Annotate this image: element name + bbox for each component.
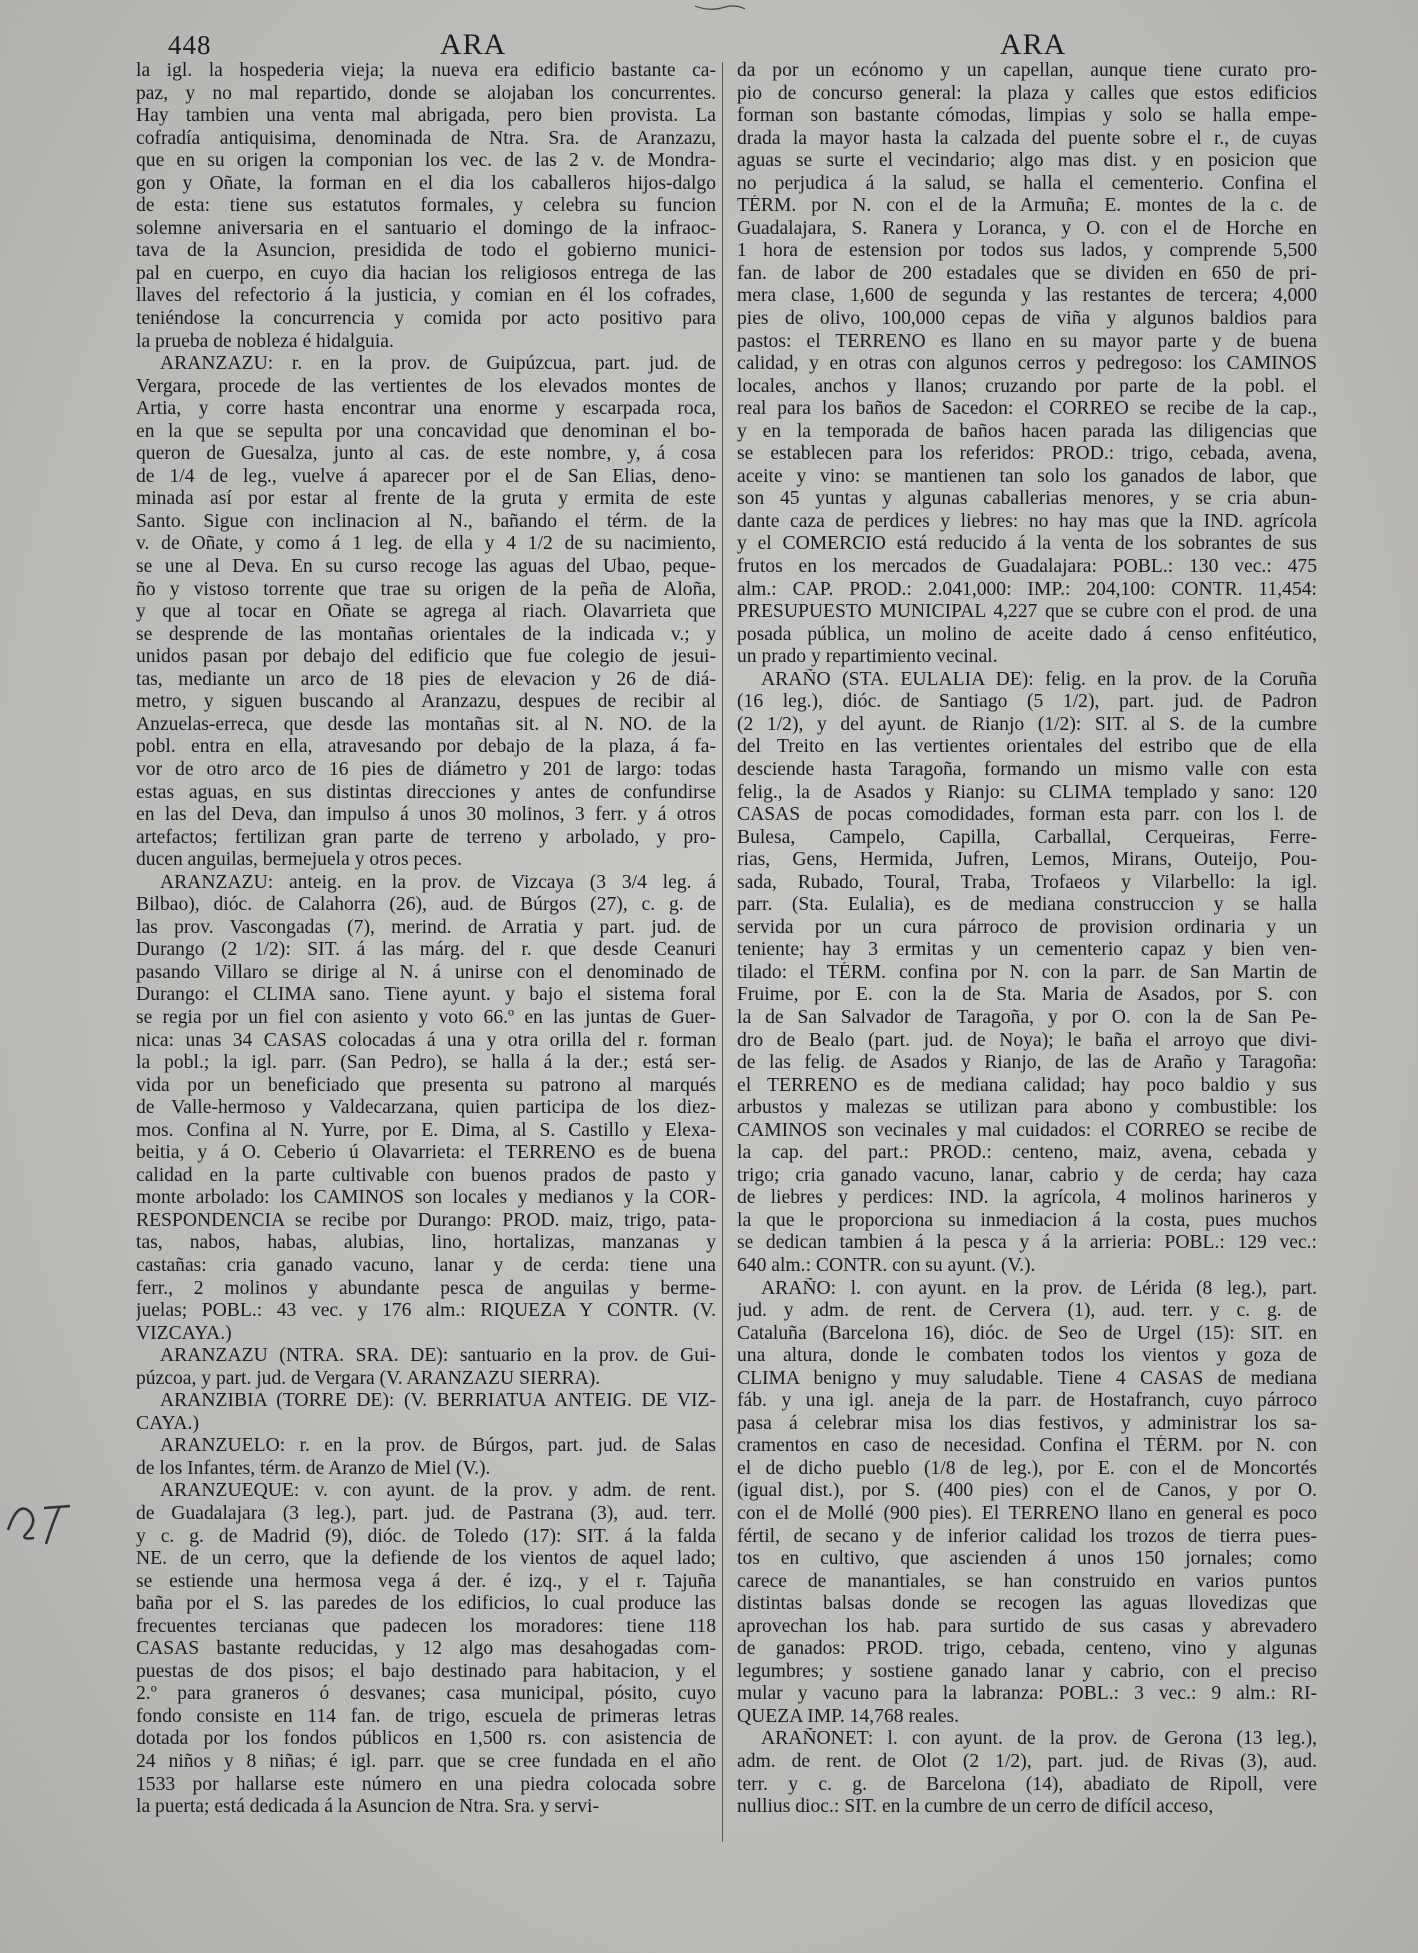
left-column-line: la puerta; está dedicada á la Asuncion de Ntra. Sra. y servi-: [136, 1796, 599, 1818]
left-column-line: castañas: cria ganado vacuno, lanar y de cerda: tiene una: [136, 1254, 716, 1276]
right-column-line: fan. de labor de 200 estadales que se dividen en 650 de pri-: [737, 262, 1317, 284]
left-column-line: nica: unas 34 CASAS colocadas á una y otra orilla del r. forman: [136, 1029, 716, 1051]
left-column-line: puestas de dos pisos; el bajo destinado para habitacion, y el: [136, 1660, 716, 1682]
right-column-line: (igual dist.), por S. (400 pies) con el de Canos, y por O.: [737, 1480, 1317, 1502]
right-column-line: locales, anchos y llanos; cruzando por parte de la pobl. el: [737, 375, 1317, 397]
left-column-line: juelas; POBL.: 43 vec. y 176 alm.: RIQUEZA Y CONTR. (V.: [136, 1300, 716, 1322]
left-column-line: de 1/4 de leg., vuelve á aparecer por el de San Elias, deno-: [136, 465, 716, 487]
left-column-line: ARANZUEQUE: v. con ayunt. de la prov. y adm. de rent.: [160, 1480, 716, 1502]
right-column-line: aceite y vino: se mantienen tan solo los ganados de labor, que: [737, 465, 1317, 487]
right-column-line: trigo; cria ganado vacuno, lanar, cabrio y de cerda; hay caza: [737, 1164, 1317, 1186]
left-column-line: vida por un beneficiado que presenta su patrono al marqués: [136, 1074, 716, 1096]
left-column-line: gon y Oñate, la forman en el dia los caballeros hijos-dalgo: [136, 172, 716, 194]
left-column-line: solemne aniversaria en el santuario el domingo de la infraoc-: [136, 217, 716, 239]
left-column-line: beitia, y á O. Ceberio ú Olavarrieta: el TERRENO es de buena: [136, 1142, 716, 1164]
left-column-line: Artia, y corre hasta encontrar una enorme y escarpada roca,: [136, 398, 716, 420]
left-column-line: de esta: tiene sus estatutos formales, y celebra su funcion: [136, 195, 716, 217]
right-column-line: dro de Bealo (part. jud. de Noya); le baña el arroyo que divi-: [737, 1029, 1317, 1051]
left-column-line: tas, mediante un arco de 18 pies de elevacion y 26 de diá-: [136, 668, 716, 690]
left-column-line: calidad en la parte cultivable con buenos prados de pasto y: [136, 1164, 716, 1186]
left-column-line: ARANZUELO: r. en la prov. de Búrgos, part. jud. de Salas: [160, 1435, 716, 1457]
left-column-line: monte arbolado: los CAMINOS son locales y medianos y la COR-: [136, 1187, 716, 1209]
left-column-line: en la que se sepulta por una concavidad que denominan el bo-: [136, 420, 716, 442]
left-column-line: de Guadalajara (3 leg.), part. jud. de Pastrana (3), aud. terr.: [136, 1503, 716, 1524]
right-column-line: de las felig. de Asados y Rianjo, de las de Araño y Taragoña:: [737, 1052, 1317, 1074]
left-column-line: la prueba de nobleza é hidalguia.: [136, 330, 394, 352]
left-column-line: y c. g. de Madrid (9), dióc. de Toledo (17): SIT. á la falda: [136, 1525, 716, 1547]
right-column-line: jud. y adm. de rent. de Cervera (1), aud. terr. y c. g. de: [737, 1300, 1317, 1322]
right-column-line: un prado y repartimiento vecinal.: [737, 646, 998, 668]
right-column-line: drada la mayor hasta la calzada del puente sobre el r., de cuyas: [737, 127, 1317, 149]
right-column-line: tos en cultivo, que ascienden á unos 150 jornales; como: [737, 1548, 1317, 1570]
right-column-line: la cap. del part.: PROD.: centeno, maiz, avena, cebada y: [737, 1142, 1317, 1164]
right-column-line: pio de concurso general: la plaza y calles que estos edificios: [737, 82, 1317, 104]
right-column-line: se establecen para los referidos: PROD.: trigo, cebada, avena,: [737, 443, 1317, 465]
right-column-line: ARAÑONET: l. con ayunt. de la prov. de Gerona (13 leg.),: [761, 1728, 1317, 1750]
left-column-line: ferr., 2 molinos y abundante pesca de anguilas y berme-: [136, 1277, 716, 1299]
right-column-line: alm.: CAP. PROD.: 2.041,000: IMP.: 204,100: CONTR. 11,454:: [737, 578, 1317, 600]
right-column-line: CAMINOS son vecinales y mal cuidados: el CORREO se recibe de: [737, 1119, 1317, 1141]
right-column-line: la que le proporciona su inmediacion á la costa, pues muchos: [737, 1209, 1317, 1231]
left-column-line: mos. Confina al N. Yurre, por E. Dima, al S. Castillo y Elexa-: [136, 1119, 716, 1141]
left-column-line: se une al Deva. En su curso recoge las aguas del Ubao, peque-: [136, 556, 716, 578]
right-column-line: nullius dioc.: SIT. en la cumbre de un cerro de difícil acceso,: [737, 1796, 1214, 1818]
right-column-line: ARAÑO: l. con ayunt. en la prov. de Lérida (8 leg.), part.: [761, 1277, 1317, 1299]
right-running-title: ARA: [1000, 28, 1067, 61]
left-column-line: dotada por los fondos públicos en 1,500 rs. con asistencia de: [136, 1728, 716, 1750]
right-column-line: servida por un cura párroco de provision ordinaria y un: [737, 916, 1317, 938]
right-column-line: del Treito en las vertientes orientales del estribo que de ella: [737, 736, 1317, 758]
left-column-line: minada así por estar al frente de la gruta y ermita de este: [136, 488, 716, 510]
left-column-line: tas, nabos, habas, alubias, lino, hortalizas, manzanas y: [136, 1232, 716, 1254]
left-column-line: estas aguas, en sus distintas direcciones y antes de confundirse: [136, 781, 716, 803]
left-column-line: queron de Guesalza, junto al cas. de este nombre, y, á cosa: [136, 443, 716, 465]
handwritten-margin-mark: [0, 1490, 80, 1550]
left-column-line: ARANZAZU: r. en la prov. de Guipúzcua, part. jud. de: [160, 353, 716, 375]
left-column-line: se estiende una hermosa vega á der. é izq., y el r. Tajuña: [136, 1570, 716, 1592]
left-column: [136, 60, 716, 1819]
right-column-line: se dedican tambien á la pesca y á la arrieria: POBL.: 129 vec.:: [737, 1232, 1317, 1254]
right-column-line: parr. (Sta. Eulalia), es de mediana construccion y se halla: [737, 894, 1317, 916]
right-column-line: y el COMERCIO está reducido á la venta de los sobrantes de sus: [737, 533, 1317, 555]
left-column-line: ARANZIBIA (TORRE DE): (V. BERRIATUA ANTEIG. DE VIZ-: [160, 1390, 716, 1412]
left-column-line: ARANZAZU: anteig. en la prov. de Vizcaya (3 3/4 leg. á: [160, 871, 716, 893]
left-column-line: las prov. Vascongadas (7), merind. de Arratia y part. jud. de: [136, 916, 716, 938]
left-column-line: de los Infantes, térm. de Aranzo de Miel (V.).: [136, 1457, 491, 1479]
right-column: [737, 60, 1317, 1819]
left-column-line: RESPONDENCIA se recibe por Durango: PROD. maiz, trigo, pata-: [136, 1209, 716, 1231]
right-column-line: (2 1/2), y del ayunt. de Rianjo (1/2): SIT. al S. de la cumbre: [737, 713, 1317, 735]
left-column-line: llaves del refectorio á la justicia, y comian en él los cofrades,: [136, 285, 716, 307]
left-column-line: púzcoa, y part. jud. de Vergara (V. ARANZAZU SIERRA).: [136, 1367, 601, 1389]
left-column-line: pasando Villaro se dirige al N. á unirse con el denominado de: [136, 961, 716, 983]
left-column-line: 1533 por hallarse este número en una piedra colocada sobre: [136, 1773, 716, 1795]
right-column-line: distintas balsas donde se recogen las aguas llovedizas que: [737, 1593, 1317, 1615]
right-column-line: cramentos en caso de necesidad. Confina el TÉRM. por N. con: [737, 1435, 1317, 1457]
right-column-line: adm. de rent. de Olot (2 1/2), part. jud. de Rivas (3), aud.: [737, 1751, 1317, 1773]
right-column-line: real para los baños de Sacedon: el CORREO se recibe de la cap.,: [737, 398, 1317, 420]
right-column-line: carece de manantiales, se han construido en varios puntos: [737, 1570, 1317, 1592]
right-column-line: Fruime, por E. con la de Sta. Maria de Asados, por S. con: [737, 984, 1317, 1006]
left-column-line: baña por el S. las paredes de los edificios, lo cual produce las: [136, 1593, 716, 1615]
right-column-line: sada, Rubado, Toural, Traba, Trofaeos y Vilarbello: la igl.: [737, 871, 1317, 893]
left-column-line: pobl. entra en ella, atravesando por debajo de la plaza, á fa-: [136, 736, 716, 758]
page-number: 448: [168, 30, 212, 60]
left-column-line: Bilbao), dióc. de Calahorra (26), aud. de Búrgos (27), c. g. de: [136, 894, 716, 916]
left-column-line: Vergara, procede de las vertientes de los elevados montes de: [136, 375, 716, 397]
left-column-line: v. de Oñate, y como á 1 leg. de ella y 4 1/2 de su nacimiento,: [136, 533, 716, 555]
right-column-line: ARAÑO (STA. EULALIA DE): felig. en la prov. de la Coruña: [761, 668, 1317, 690]
right-column-line: PRESUPUESTO MUNICIPAL 4,227 que se cubre con el prod. de una: [737, 601, 1317, 623]
left-column-line: tava de la Asuncion, presidida de todo el gobierno munici-: [136, 240, 716, 262]
left-column-line: ducen anguilas, bermejuela y otros peces.: [136, 849, 462, 871]
left-column-line: pal en cuerpo, en cuyo dia hacian los religiosos entrega de las: [136, 262, 716, 284]
right-column-line: de liebres y perdices: IND. la agrícola, 4 molinos harineros y: [737, 1187, 1317, 1209]
right-column-line: posada pública, un molino de aceite dado á censo enfitéutico,: [737, 623, 1317, 645]
right-column-line: tilado: el TÉRM. confina por N. con la parr. de San Martin de: [737, 961, 1317, 983]
left-column-line: 24 niños y 8 niñas; é igl. parr. que se cree fundada en el año: [136, 1751, 716, 1773]
right-column-line: pasa á celebrar misa los dias festivos, y administrar los sa-: [737, 1412, 1317, 1434]
left-column-line: CAYA.): [136, 1412, 199, 1434]
left-running-title: ARA: [440, 28, 507, 61]
right-column-line: Bulesa, Campelo, Capilla, Carballal, Cerqueiras, Ferre-: [737, 826, 1317, 848]
right-column-line: aguas se surte el vecindario; algo mas dist. y en posicion que: [737, 150, 1317, 172]
column-divider: [722, 62, 723, 1842]
left-column-line: NE. de un cerro, que la defiende de los vientos de aquel lado;: [136, 1548, 716, 1570]
left-column-line: en las del Deva, dan impulso á unos 30 molinos, 3 ferr. y á otros: [136, 804, 716, 826]
right-column-line: el TERRENO es de mediana calidad; hay poco baldio y sus: [737, 1074, 1317, 1096]
left-column-line: paz, y no mal repartido, donde se alojaban los concurrentes.: [136, 82, 716, 104]
right-column-line: forman son bastante cómodas, limpias y solo se halla empe-: [737, 105, 1317, 127]
right-column-line: mera clase, 1,600 de segunda y las restantes de tercera; 4,000: [737, 285, 1317, 307]
left-column-line: unidos pasan por debajo del edificio que fue colegio de jesui-: [136, 646, 716, 668]
left-column-line: de Valle-hermoso y Valdecarzana, quien participa de los diez-: [136, 1097, 716, 1119]
right-column-line: felig., la de Asados y Rianjo: su CLIMA templado y sano: 120: [737, 781, 1317, 803]
right-column-line: aprovechan los hab. para surtido de sus casas y abrevadero: [737, 1615, 1317, 1637]
right-column-line: de ganados: PROD. trigo, cebada, centeno, vino y algunas: [737, 1638, 1317, 1660]
right-column-line: Cataluña (Barcelona 16), dióc. de Seo de Urgel (15): SIT. en: [737, 1322, 1317, 1344]
left-column-line: artefactos; fertilizan gran parte de terreno y arbolado, y pro-: [136, 826, 716, 848]
right-column-line: calidad, y en otras con algunos cerros y pedregoso: los CAMINOS: [737, 353, 1317, 375]
left-column-line: Hay tambien una venta mal abrigada, pero bien provista. La: [136, 105, 716, 127]
left-column-line: la igl. la hospederia vieja; la nueva era edificio bastante ca-: [136, 60, 716, 81]
left-column-line: ARANZAZU (NTRA. SRA. DE): santuario en la prov. de Gui-: [160, 1345, 716, 1367]
right-column-line: da por un ecónomo y un capellan, aunque tiene curato pro-: [737, 60, 1317, 81]
left-column-line: Durango (2 1/2): SIT. á las márg. del r. que desde Ceanuri: [136, 939, 716, 961]
right-column-line: son 45 yuntas y algunas caballerias menores, y se cria abun-: [737, 488, 1317, 510]
left-column-line: CASAS bastante reducidas, y 12 algo mas desahogadas com-: [136, 1638, 716, 1660]
right-column-line: no perjudica á la salud, se halla el cementerio. Confina el: [737, 172, 1317, 194]
left-column-line: se desprende de las montañas orientales de la indicada v.; y: [136, 623, 716, 645]
right-column-line: una altura, donde le combaten todos los vientos y goza de: [737, 1345, 1317, 1367]
right-column-line: (16 leg.), dióc. de Santiago (5 1/2), part. jud. de Padron: [737, 691, 1317, 713]
right-column-line: TÉRM. por N. con el de la Armuña; E. montes de la c. de: [737, 195, 1317, 217]
right-column-line: terr. y c. g. de Barcelona (14), abadiato de Ripoll, vere: [737, 1773, 1317, 1795]
right-column-line: y en la temporada de baños hacen parada las diligencias que: [737, 420, 1317, 442]
left-column-line: ño y vistoso torrente que trae su origen de la peña de Aloña,: [136, 578, 716, 600]
left-column-line: se regia por un fiel con asiento y voto 66.º en las juntas de Guer-: [136, 1006, 716, 1028]
left-column-line: Anzuelas-erreca, que desde las montañas sit. al N. NO. de la: [136, 713, 716, 735]
left-column-line: la pobl.; la igl. parr. (San Pedro), se halla á la der.; está ser-: [136, 1052, 716, 1074]
left-column-line: teniéndose la concurrencia y comida por acto positivo para: [136, 308, 716, 330]
right-column-line: arbustos y malezas se utilizan para abono y combustible: los: [737, 1097, 1317, 1119]
left-column-line: metro, y siguen buscando al Aranzazu, despues de recibir al: [136, 691, 716, 713]
right-column-line: pies de olivo, 100,000 cepas de viña y algunos baldios para: [737, 308, 1317, 330]
right-column-line: teniente; hay 3 ermitas y un cementerio capaz y bien ven-: [737, 939, 1317, 961]
right-column-line: 1 hora de estension por todos sus lados, y comprende 5,500: [737, 240, 1317, 262]
right-column-line: el de dicho pueblo (1/8 de leg.), por E. con el de Moncortés: [737, 1457, 1317, 1479]
right-column-line: frutos en los mercados de Guadalajara: POBL.: 130 vec.: 475: [737, 556, 1317, 578]
right-column-line: QUEZA IMP. 14,768 reales.: [737, 1705, 960, 1727]
left-column-line: VIZCAYA.): [136, 1322, 232, 1344]
left-column-line: vor de otro arco de 16 pies de diámetro y 201 de largo: todas: [136, 758, 716, 780]
right-column-line: desciende hasta Taragoña, formando un mismo valle con esta: [737, 758, 1317, 780]
right-column-line: fáb. y una igl. aneja de la parr. de Hostafranch, cuyo párroco: [737, 1390, 1317, 1412]
right-column-line: CLIMA benigno y muy saludable. Tiene 4 CASAS de mediana: [737, 1367, 1317, 1389]
left-column-line: que en su origen la componian los vec. de las 2 v. de Mondra-: [136, 150, 716, 172]
left-column-line: frecuentes tercianas que padecen los moradores: tiene 118: [136, 1615, 716, 1637]
right-column-line: la de San Salvador de Taragoña, y por O. con la de San Pe-: [737, 1006, 1317, 1028]
right-column-line: legumbres; y sostiene ganado lanar y cabrio, con el preciso: [737, 1660, 1317, 1682]
left-column-line: Durango: el CLIMA sano. Tiene ayunt. y bajo el sistema foral: [136, 984, 716, 1006]
left-column-line: cofradía antiquisima, denominada de Ntra. Sra. de Aranzazu,: [136, 127, 716, 149]
left-column-line: Santo. Sigue con inclinacion al N., bañando el térm. de la: [136, 510, 716, 532]
right-column-line: con el de Mollé (900 pies). El TERRENO llano en general es poco: [737, 1503, 1317, 1524]
right-column-line: Guadalajara, S. Ranera y Loranca, y O. con el de Horche en: [737, 217, 1317, 239]
right-column-line: 640 alm.: CONTR. con su ayunt. (V.).: [737, 1254, 1036, 1276]
right-column-line: mular y vacuno para la labranza: POBL.: 3 vec.: 9 alm.: RI-: [737, 1683, 1317, 1705]
right-column-line: dante caza de perdices y liebres: no hay mas que la IND. agrícola: [737, 510, 1317, 532]
left-column-line: 2.º para graneros ó desvanes; casa municipal, pósito, cuyo: [136, 1683, 716, 1705]
left-column-line: y que al tocar en Oñate se agrega al riach. Olavarrieta que: [136, 601, 716, 623]
left-column-line: fondo consiste en 114 fan. de trigo, escuela de primeras letras: [136, 1705, 716, 1727]
right-column-line: rias, Gens, Hermida, Jufren, Lemos, Mirans, Outeijo, Pou-: [737, 849, 1317, 871]
ink-mark-top: [690, 0, 750, 14]
right-column-line: fértil, de secano y de inferior calidad los trozos de tierra pues-: [737, 1525, 1317, 1547]
right-column-line: pastos: el TERRENO es llano en su mayor parte y de buena: [737, 330, 1317, 352]
right-column-line: CASAS de pocas comodidades, forman esta parr. con los l. de: [737, 804, 1317, 826]
